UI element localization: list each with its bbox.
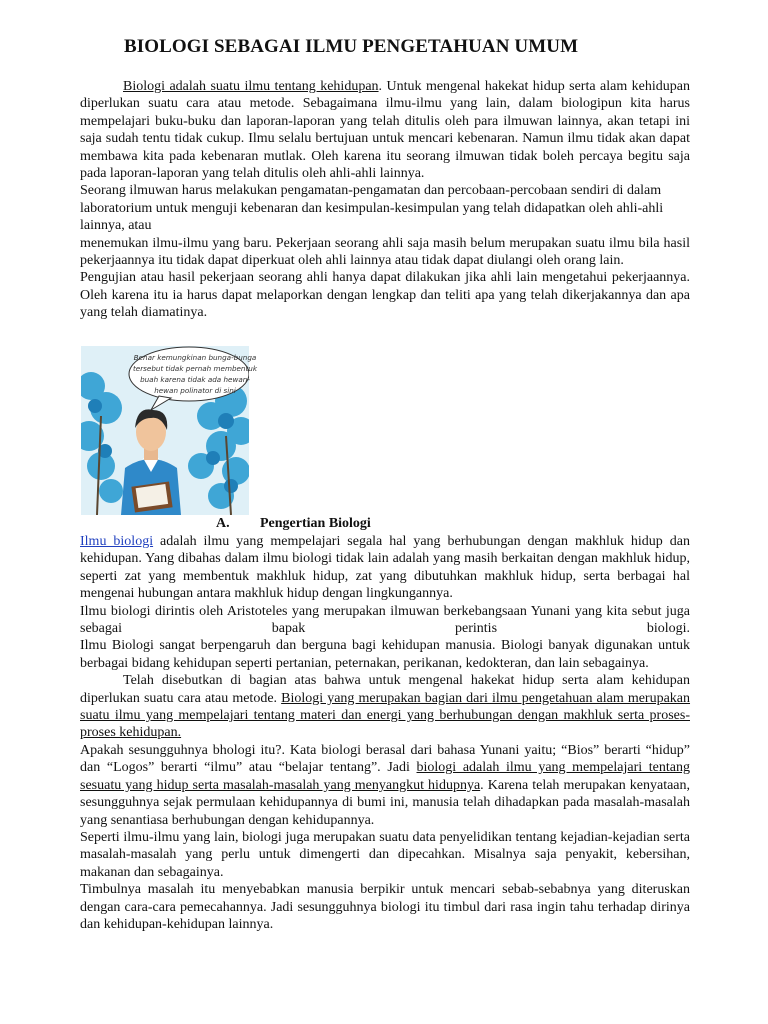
intro-paragraph-2: Seorang ilmuwan harus melakukan pengamatan-pengamatan dan percobaan-percobaan sendiri di dalam laboratorium untuk menguji kebenaran dan kesimpulan-kesimpulan yang telah didapatkan oleh ahli-ahli lainnya, atau — [80, 183, 664, 234]
intro-paragraph-4: Pengujian atau hasil pekerjaan seorang ahli hanya dapat dilakukan jika ahli lain mengetahui pekerjaannya. Oleh karena itu ia harus dapat melaporkan dengan lengkap dan teliti apa yang telah dikerjakannya dan apa yang telah diamatinya. — [80, 270, 690, 321]
section-paragraph-5: Apakah sesungguhnya bhologi itu?. Kata biologi berasal dari bahasa Yunani yaitu; “Bios” berarti “hidup” dan “Logos” berarti “ilmu” atau “belajar tentang”. Jadi biologi adalah ilmu yang mempelajari tentang sesuatu yang hidup serta masalah-masalah yang menyangkut hidupnya. Karena telah merupakan kenyataan, sesungguhnya sejak permulaan kehidupannya di bumi ini, manusia telah dihadapkan pada masalah-masalah yang senantiasa berhubungan dengan kehidupannya. — [80, 742, 691, 828]
section-paragraph-6: Seperti ilmu-ilmu yang lain, biologi juga merupakan suatu data penyelidikan tentang kejadian-kejadian serta masalah-masalah yang perlu untuk dimengerti dan dipecahkan. Misalnya saja penyakit, kebersihan, makanan dan sebagainya. — [80, 829, 690, 880]
definition-section — [80, 533, 690, 933]
section-paragraph-3: Ilmu Biologi sangat berpengaruh dan berguna bagi kehidupan manusia. Biologi banyak digunakan untuk berbagai bidang kehidupan seperti pertanian, peternakan, perikanan, kedokteran, dan lain sebagainya. — [80, 638, 690, 671]
ilmu-biologi-link[interactable]: Ilmu biologi — [80, 534, 154, 549]
section-paragraph-2: Ilmu biologi dirintis oleh Aristoteles yang merupakan ilmuwan berkebangsaan Yunani yang kita sebut juga sebagai bapak perintis biologi. — [80, 603, 690, 637]
intro-paragraph-1 — [80, 78, 690, 182]
biology-meaning-underlined: biologi adalah ilmu yang mempelajari tentang sesuatu yang hidup serta masalah-masalah yang menyangkut hidupnya — [80, 760, 690, 793]
biology-definition-underlined: Biologi yang merupakan bagian dari ilmu pengetahuan alam merupakan suatu ilmu yang mempelajari tentang materi dan energi yang berhubungan dengan makhluk serta proses-proses kehidupan. — [80, 690, 691, 741]
intro-section — [80, 78, 690, 322]
intro-definition-underlined: Biologi adalah suatu ilmu tentang kehidupan — [123, 79, 379, 94]
section-title: Pengertian Biologi — [260, 516, 371, 531]
section-paragraph-7: Timbulnya masalah itu menyebabkan manusia berpikir untuk mencari sebab-sebabnya yang diteruskan dengan cara-cara pemecahannya. Jadi sesungguhnya biologi itu timbul dari rasa ingin tahu terhadap dirinya dan kehidupan-kehidupan lainnya. — [80, 882, 690, 932]
section-paragraph-4: Telah disebutkan di bagian atas bahwa untuk mengenal hakekat hidup serta alam kehidupan diperlukan suatu cara atau metode. Biologi yang merupakan bagian dari ilmu pengetahuan alam merupakan suatu ilmu yang mempelajari tentang materi dan energi yang berhubungan dengan makhluk serta proses-proses kehidupan. — [80, 673, 691, 741]
section-paragraph-1: Ilmu biologi adalah ilmu yang mempelajari segala hal yang berhubungan dengan makhluk hidup dan kehidupan. Yang dibahas dalam ilmu biologi tidak lain adalah yang masih berkaitan dengan makhluk hidup, seperti zat yang membentuk makhluk hidup, zat yang dibutuhkan makhluk hidup, serta berbagai hal mengenai hubungan antara makhluk hidup dengan lingkungannya. — [80, 534, 690, 602]
intro-paragraph-3: menemukan ilmu-ilmu yang baru. Pekerjaan seorang ahli saja masih belum merupakan suatu ilmu bila hasil pekerjaannya itu tidak dapat diperkuat oleh ahli lainnya atau tidak dapat diulangi oleh orang lain. — [80, 235, 690, 269]
section-heading — [216, 516, 371, 532]
intro-paragraph-1-text: . Untuk mengenal hakekat hidup serta alam kehidupan diperlukan suatu cara atau metode. Sebagaimana ilmu-ilmu yang lain, dalam biologipun kita harus mempelajari buku-buku dan laporan-laporan yang telah ditulis oleh para ilmuwan lainnya, akan tetapi ini saja sudah tentu tidak cukup. Ilmu selalu bertujuan untuk mencari kebenaran. Namun ilmu tidak akan dapat membawa kita pada kebenaran mutlak. Oleh karena itu seorang ilmuwan tidak boleh percaya begitu saja pada laporan-laporan yang telah ditulis oleh ahli-ahli lainnya. — [80, 79, 690, 182]
section-number: A. — [216, 516, 230, 531]
page-title: BIOLOGI SEBAGAI ILMU PENGETAHUAN UMUM — [124, 36, 579, 57]
speech-bubble-text: Benar kemungkinan bunga-bunga tersebut tidak pernah membentuk buah karena tidak ada hewan-hewan polinator di sini — [132, 353, 258, 395]
